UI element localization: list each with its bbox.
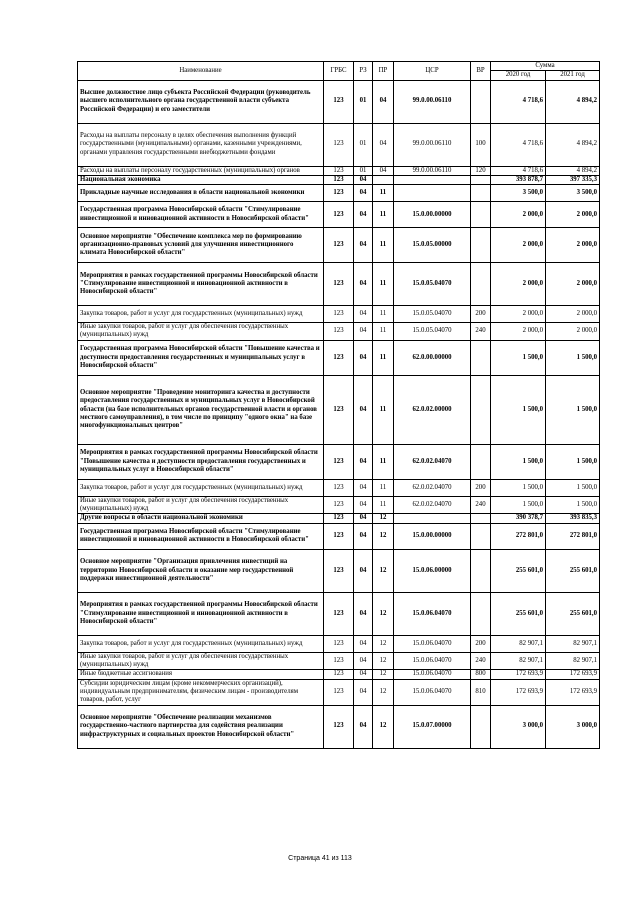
table-row [78, 635, 600, 652]
cell-vr [471, 202, 491, 228]
cell-pr: 12 [373, 592, 394, 635]
header-name: Наименование [78, 62, 324, 81]
cell-s2020: 272 801,0 [491, 523, 546, 549]
budget-table [77, 61, 600, 749]
cell-csr: 15.0.05.04070 [394, 323, 471, 341]
cell-pr: 12 [373, 549, 394, 592]
cell-vr [471, 705, 491, 748]
cell-rz: 04 [354, 202, 373, 228]
cell-s2021: 1 500,0 [546, 375, 600, 444]
header-vr: ВР [471, 62, 491, 81]
cell-grbs: 123 [324, 496, 354, 514]
cell-name: Мероприятия в рамках государственной программы Новосибирской области "Стимулирование инвестиционной и инновационной активности в Новосибирской области" [78, 263, 324, 306]
cell-csr: 15.0.05.04070 [394, 306, 471, 323]
cell-pr: 11 [373, 496, 394, 514]
cell-pr: 11 [373, 375, 394, 444]
table-row [78, 185, 600, 202]
cell-grbs: 123 [324, 323, 354, 341]
table-row [78, 592, 600, 635]
cell-grbs: 123 [324, 705, 354, 748]
cell-s2021: 2 000,0 [546, 323, 600, 341]
cell-grbs: 123 [324, 670, 354, 679]
table-row [78, 523, 600, 549]
cell-s2020: 4 718,6 [491, 80, 546, 123]
table-row [78, 514, 600, 523]
cell-name: Иные бюджетные ассигнования [78, 670, 324, 679]
cell-csr: 62.0.02.00000 [394, 375, 471, 444]
cell-pr: 12 [373, 523, 394, 549]
cell-csr: 99.0.00.06110 [394, 80, 471, 123]
cell-name: Закупка товаров, работ и услуг для государственных (муниципальных) нужд [78, 479, 324, 496]
cell-grbs: 123 [324, 549, 354, 592]
cell-pr: 12 [373, 705, 394, 748]
table-row [78, 263, 600, 306]
cell-pr: 11 [373, 444, 394, 479]
cell-s2021: 1 500,0 [546, 479, 600, 496]
cell-pr: 11 [373, 228, 394, 263]
cell-s2021: 1 500,0 [546, 496, 600, 514]
cell-csr: 15.0.05.00000 [394, 228, 471, 263]
table-row [78, 340, 600, 375]
cell-s2021: 255 601,0 [546, 549, 600, 592]
cell-vr: 120 [471, 166, 491, 175]
table-row [78, 228, 600, 263]
cell-csr: 15.0.06.00000 [394, 549, 471, 592]
cell-grbs: 123 [324, 263, 354, 306]
cell-csr: 62.0.02.04070 [394, 444, 471, 479]
cell-grbs: 123 [324, 123, 354, 166]
cell-s2020: 1 500,0 [491, 479, 546, 496]
cell-rz: 04 [354, 549, 373, 592]
cell-grbs: 123 [324, 306, 354, 323]
cell-pr: 12 [373, 635, 394, 652]
cell-s2021: 82 907,1 [546, 635, 600, 652]
cell-grbs: 123 [324, 652, 354, 670]
cell-pr: 11 [373, 479, 394, 496]
cell-grbs: 123 [324, 635, 354, 652]
header-grbs: ГРБС [324, 62, 354, 81]
cell-rz: 04 [354, 652, 373, 670]
cell-vr: 240 [471, 652, 491, 670]
cell-vr [471, 514, 491, 523]
cell-pr: 04 [373, 80, 394, 123]
cell-rz: 04 [354, 323, 373, 341]
cell-rz: 04 [354, 306, 373, 323]
cell-name: Государственная программа Новосибирской области "Стимулирование инвестиционной и инновационной активности в Новосибирской области" [78, 523, 324, 549]
cell-name: Основное мероприятие "Проведение мониторинга качества и доступности предоставления государственных и муниципальных услуг в Новосибирской области (на базе исполнительных органов государственной власти и органов местного самоуправления), в том числе по принципу "одного окна" на базе многофункциональных центров" [78, 375, 324, 444]
cell-pr: 12 [373, 679, 394, 705]
cell-s2020: 393 878,7 [491, 175, 546, 184]
cell-s2021: 172 693,9 [546, 670, 600, 679]
cell-csr: 15.0.06.04070 [394, 670, 471, 679]
cell-s2020: 3 500,0 [491, 185, 546, 202]
cell-name: Субсидии юридическим лицам (кроме некоммерческих организаций), индивидуальным предпринимателям, физическим лицам - производителям товаров, работ, услуг [78, 679, 324, 705]
cell-rz: 04 [354, 496, 373, 514]
cell-name: Высшее должностное лицо субъекта Российской Федерации (руководитель высшего исполнительного органа государственной власти субъекта Российской Федерации) и его заместители [78, 80, 324, 123]
cell-pr: 11 [373, 263, 394, 306]
table-row [78, 705, 600, 748]
cell-s2021: 397 335,3 [546, 175, 600, 184]
cell-rz: 04 [354, 679, 373, 705]
cell-vr [471, 175, 491, 184]
cell-rz: 01 [354, 123, 373, 166]
cell-s2020: 1 500,0 [491, 496, 546, 514]
cell-grbs: 123 [324, 592, 354, 635]
cell-vr [471, 185, 491, 202]
cell-vr [471, 263, 491, 306]
table-row [78, 496, 600, 514]
cell-name: Другие вопросы в области национальной экономики [78, 514, 324, 523]
cell-csr: 15.0.07.00000 [394, 705, 471, 748]
table-row [78, 375, 600, 444]
header-year-2021: 2021 год [546, 71, 600, 80]
cell-s2021: 3 000,0 [546, 705, 600, 748]
cell-s2021: 2 000,0 [546, 202, 600, 228]
cell-s2020: 1 500,0 [491, 375, 546, 444]
table-row [78, 323, 600, 341]
cell-vr [471, 549, 491, 592]
cell-rz: 04 [354, 670, 373, 679]
table-row [78, 479, 600, 496]
cell-vr [471, 444, 491, 479]
cell-csr: 15.0.00.00000 [394, 523, 471, 549]
cell-s2021: 393 835,3 [546, 514, 600, 523]
cell-vr [471, 228, 491, 263]
cell-s2021: 82 907,1 [546, 652, 600, 670]
cell-name: Иные закупки товаров, работ и услуг для обеспечения государственных (муниципальных) нужд [78, 323, 324, 341]
table-row [78, 670, 600, 679]
table-row [78, 549, 600, 592]
cell-s2020: 172 693,9 [491, 679, 546, 705]
cell-vr: 100 [471, 123, 491, 166]
cell-name: Иные закупки товаров, работ и услуг для обеспечения государственных (муниципальных) нужд [78, 496, 324, 514]
cell-rz: 01 [354, 80, 373, 123]
cell-rz: 04 [354, 228, 373, 263]
cell-vr: 800 [471, 670, 491, 679]
page-number: Страница 41 из 113 [288, 855, 352, 862]
cell-s2021: 255 601,0 [546, 592, 600, 635]
cell-vr [471, 340, 491, 375]
cell-pr: 12 [373, 652, 394, 670]
cell-csr: 15.0.06.04070 [394, 635, 471, 652]
cell-name: Основное мероприятие "Обеспечение комплекса мер по формированию организационно-правовых условий для улучшения инвестиционного климата Новосибирской области" [78, 228, 324, 263]
cell-vr [471, 592, 491, 635]
table-body [78, 80, 600, 748]
header-csr: ЦСР [394, 62, 471, 81]
cell-s2020: 390 378,7 [491, 514, 546, 523]
cell-pr: 04 [373, 166, 394, 175]
cell-grbs: 123 [324, 202, 354, 228]
cell-rz: 04 [354, 592, 373, 635]
cell-name: Мероприятия в рамках государственной программы Новосибирской области "Стимулирование инвестиционной и инновационной активности в Новосибирской области" [78, 592, 324, 635]
cell-s2020: 255 601,0 [491, 592, 546, 635]
cell-name: Закупка товаров, работ и услуг для государственных (муниципальных) нужд [78, 306, 324, 323]
cell-csr: 99.0.00.06110 [394, 123, 471, 166]
cell-vr: 810 [471, 679, 491, 705]
cell-grbs: 123 [324, 80, 354, 123]
header-pr: ПР [373, 62, 394, 81]
cell-grbs: 123 [324, 228, 354, 263]
cell-pr: 11 [373, 323, 394, 341]
cell-vr: 240 [471, 323, 491, 341]
table-row [78, 444, 600, 479]
table-row [78, 679, 600, 705]
cell-csr: 62.0.00.00000 [394, 340, 471, 375]
cell-csr: 99.0.00.06110 [394, 166, 471, 175]
cell-csr: 62.0.02.04070 [394, 479, 471, 496]
cell-grbs: 123 [324, 375, 354, 444]
cell-s2021: 2 000,0 [546, 306, 600, 323]
cell-s2020: 2 000,0 [491, 202, 546, 228]
cell-pr: 12 [373, 670, 394, 679]
cell-pr: 11 [373, 185, 394, 202]
table-row [78, 123, 600, 166]
cell-s2020: 172 693,9 [491, 670, 546, 679]
cell-rz: 04 [354, 444, 373, 479]
cell-s2020: 4 718,6 [491, 123, 546, 166]
cell-rz: 04 [354, 185, 373, 202]
cell-vr [471, 523, 491, 549]
cell-rz: 04 [354, 635, 373, 652]
cell-s2020: 82 907,1 [491, 635, 546, 652]
cell-s2021: 2 000,0 [546, 228, 600, 263]
cell-s2021: 1 500,0 [546, 444, 600, 479]
cell-s2021: 3 500,0 [546, 185, 600, 202]
cell-s2021: 4 894,2 [546, 123, 600, 166]
cell-rz: 04 [354, 705, 373, 748]
cell-grbs: 123 [324, 175, 354, 184]
cell-s2021: 1 500,0 [546, 340, 600, 375]
cell-s2020: 1 500,0 [491, 340, 546, 375]
cell-rz: 01 [354, 166, 373, 175]
table-row [78, 80, 600, 123]
header-sum: Сумма [491, 62, 600, 71]
cell-vr [471, 375, 491, 444]
cell-name: Прикладные научные исследования в области национальной экономики [78, 185, 324, 202]
table-row [78, 306, 600, 323]
cell-name: Расходы на выплаты персоналу государственных (муниципальных) органов [78, 166, 324, 175]
cell-name: Иные закупки товаров, работ и услуг для обеспечения государственных (муниципальных) нужд [78, 652, 324, 670]
cell-csr [394, 514, 471, 523]
cell-s2020: 4 718,6 [491, 166, 546, 175]
cell-vr: 240 [471, 496, 491, 514]
cell-grbs: 123 [324, 185, 354, 202]
cell-vr: 200 [471, 479, 491, 496]
cell-csr: 15.0.06.04070 [394, 652, 471, 670]
cell-s2020: 3 000,0 [491, 705, 546, 748]
cell-rz: 04 [354, 263, 373, 306]
cell-s2021: 172 693,9 [546, 679, 600, 705]
cell-pr: 12 [373, 514, 394, 523]
cell-rz: 04 [354, 375, 373, 444]
cell-name: Закупка товаров, работ и услуг для государственных (муниципальных) нужд [78, 635, 324, 652]
cell-s2020: 2 000,0 [491, 228, 546, 263]
cell-s2020: 82 907,1 [491, 652, 546, 670]
cell-s2021: 4 894,2 [546, 166, 600, 175]
table-row [78, 652, 600, 670]
header-rz: РЗ [354, 62, 373, 81]
cell-s2020: 255 601,0 [491, 549, 546, 592]
cell-s2020: 1 500,0 [491, 444, 546, 479]
cell-name: Государственная программа Новосибирской области "Повышение качества и доступности предоставления государственных и муниципальных услуг в Новосибирской области" [78, 340, 324, 375]
cell-name: Государственная программа Новосибирской области "Стимулирование инвестиционной и инновационной активности в Новосибирской области" [78, 202, 324, 228]
cell-s2020: 2 000,0 [491, 323, 546, 341]
cell-csr [394, 185, 471, 202]
cell-vr [471, 80, 491, 123]
cell-rz: 04 [354, 514, 373, 523]
cell-name: Мероприятия в рамках государственной программы Новосибирской области "Повышение качества и доступности предоставления государственных и муниципальных услуг в Новосибирской области" [78, 444, 324, 479]
cell-grbs: 123 [324, 166, 354, 175]
cell-csr: 62.0.02.04070 [394, 496, 471, 514]
cell-vr: 200 [471, 635, 491, 652]
cell-name: Основное мероприятие "Обеспечение реализации механизмов государственно-частного партнерства для содействия реализации инфраструктурных и социальных проектов Новосибирской области" [78, 705, 324, 748]
cell-grbs: 123 [324, 523, 354, 549]
cell-grbs: 123 [324, 340, 354, 375]
table-row [78, 202, 600, 228]
cell-name: Национальная экономика [78, 175, 324, 184]
cell-pr [373, 175, 394, 184]
cell-name: Расходы на выплаты персоналу в целях обеспечения выполнения функций государственными (муниципальными) органами, казенными учреждениями, органами управления государственными внебюджетными фондами [78, 123, 324, 166]
cell-csr: 15.0.05.04070 [394, 263, 471, 306]
cell-name: Основное мероприятие "Организация привлечения инвестиций на территорию Новосибирской области и оказание мер государственной поддержки инвестиционной деятельности" [78, 549, 324, 592]
cell-pr: 11 [373, 202, 394, 228]
table-row [78, 175, 600, 184]
cell-s2021: 272 801,0 [546, 523, 600, 549]
cell-rz: 04 [354, 479, 373, 496]
cell-grbs: 123 [324, 444, 354, 479]
cell-csr: 15.0.06.04070 [394, 592, 471, 635]
cell-pr: 11 [373, 306, 394, 323]
cell-rz: 04 [354, 523, 373, 549]
cell-pr: 11 [373, 340, 394, 375]
cell-s2021: 4 894,2 [546, 80, 600, 123]
cell-vr: 200 [471, 306, 491, 323]
cell-s2021: 2 000,0 [546, 263, 600, 306]
cell-s2020: 2 000,0 [491, 306, 546, 323]
header-year-2020: 2020 год [491, 71, 546, 80]
table-row [78, 166, 600, 175]
cell-pr: 04 [373, 123, 394, 166]
cell-csr [394, 175, 471, 184]
cell-csr: 15.0.00.00000 [394, 202, 471, 228]
cell-grbs: 123 [324, 479, 354, 496]
cell-grbs: 123 [324, 679, 354, 705]
cell-grbs: 123 [324, 514, 354, 523]
cell-csr: 15.0.06.04070 [394, 679, 471, 705]
cell-rz: 04 [354, 340, 373, 375]
cell-rz: 04 [354, 175, 373, 184]
cell-s2020: 2 000,0 [491, 263, 546, 306]
